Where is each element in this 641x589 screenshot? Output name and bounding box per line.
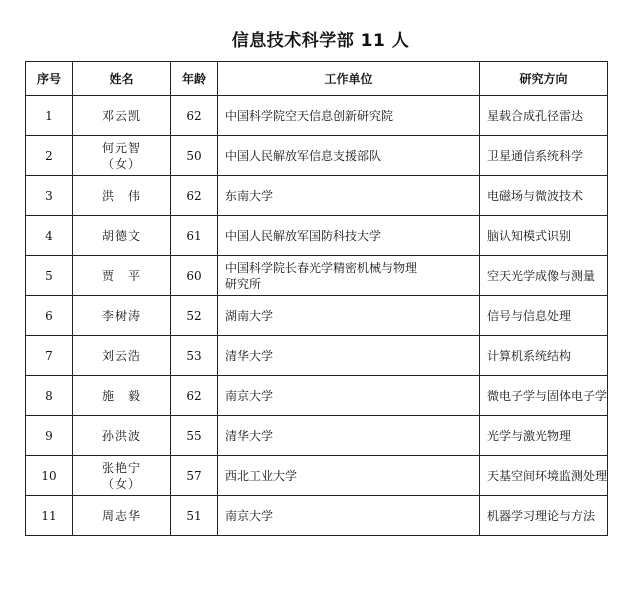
cell-organization (218, 376, 480, 416)
cell-organization (218, 336, 480, 376)
cell-organization-text: 西北工业大学 (225, 468, 298, 483)
cell-age-text: 62 (186, 108, 202, 123)
cell-organization-text: 中国人民解放军信息支援部队 (225, 148, 382, 163)
cell-number-text: 7 (45, 348, 53, 363)
cell-organization-text: 南京大学 (225, 388, 274, 403)
cell-number-text: 3 (45, 188, 53, 203)
table-row (26, 256, 608, 296)
cell-number (26, 256, 73, 296)
cell-organization-text: 中国人民解放军国防科技大学 (225, 228, 382, 243)
table-row (26, 136, 608, 176)
cell-name (73, 336, 171, 376)
cell-name-text: 洪 伟 (101, 188, 141, 203)
cell-age (171, 256, 218, 296)
cell-number-text: 10 (41, 468, 57, 483)
cell-name-text: 何元智 (101, 140, 141, 155)
cell-name (73, 96, 171, 136)
table-row (26, 296, 608, 336)
cell-organization-text: 清华大学 (225, 428, 274, 443)
cell-organization (218, 456, 480, 496)
cell-research-field (480, 456, 608, 496)
cell-research-field-text: 卫星通信系统科学 (487, 148, 584, 163)
table-row (26, 496, 608, 536)
cell-organization-text: 清华大学 (225, 348, 274, 363)
cell-research-field (480, 376, 608, 416)
cell-organization (218, 136, 480, 176)
cell-name (73, 216, 171, 256)
cell-name-note: （女） (101, 476, 141, 491)
table-row (26, 456, 608, 496)
cell-name (73, 176, 171, 216)
cell-age (171, 376, 218, 416)
cell-organization (218, 496, 480, 536)
header-age: 年龄 (171, 62, 218, 96)
cell-name-text: 李树涛 (101, 308, 141, 323)
cell-organization (218, 416, 480, 456)
table-row (26, 176, 608, 216)
cell-age (171, 456, 218, 496)
cell-age (171, 216, 218, 256)
cell-age-text: 51 (186, 508, 202, 523)
table-row (26, 336, 608, 376)
cell-name-text: 施 毅 (101, 388, 141, 403)
cell-age (171, 96, 218, 136)
cell-organization-text: 东南大学 (225, 188, 274, 203)
cell-name-text: 胡德文 (101, 228, 141, 243)
cell-name (73, 376, 171, 416)
cell-name (73, 416, 171, 456)
cell-number (26, 456, 73, 496)
cell-organization (218, 96, 480, 136)
cell-name-text: 孙洪波 (101, 428, 141, 443)
cell-age-text: 61 (186, 228, 202, 243)
cell-age-text: 62 (186, 388, 202, 403)
cell-research-field (480, 416, 608, 456)
cell-age (171, 416, 218, 456)
table-row (26, 216, 608, 256)
cell-number-text: 6 (45, 308, 53, 323)
members-table (25, 61, 608, 536)
cell-number (26, 296, 73, 336)
cell-name-note: （女） (101, 156, 141, 171)
cell-number-text: 11 (41, 508, 57, 523)
cell-name-text: 周志华 (101, 508, 141, 523)
cell-number (26, 416, 73, 456)
cell-research-field-text: 信号与信息处理 (487, 308, 572, 323)
page-title: 信息技术科学部 11 人 (231, 31, 410, 51)
cell-name-text: 贾 平 (101, 268, 141, 283)
cell-research-field (480, 216, 608, 256)
cell-number (26, 136, 73, 176)
cell-organization-text: 中国科学院空天信息创新研究院 (225, 108, 394, 123)
cell-research-field (480, 136, 608, 176)
cell-age (171, 336, 218, 376)
header-number: 序号 (26, 62, 73, 96)
cell-number-text: 9 (45, 428, 53, 443)
cell-number-text: 2 (45, 148, 53, 163)
cell-research-field (480, 256, 608, 296)
cell-research-field-text: 电磁场与微波技术 (487, 188, 584, 203)
cell-organization (218, 176, 480, 216)
cell-research-field (480, 96, 608, 136)
cell-age-text: 52 (186, 308, 202, 323)
table-row (26, 376, 608, 416)
cell-organization-line2: 研究所 (225, 276, 262, 291)
table-row (26, 416, 608, 456)
cell-research-field-text: 微电子学与固体电子学 (487, 388, 608, 403)
cell-number-text: 1 (45, 108, 53, 123)
cell-research-field (480, 296, 608, 336)
table-row (26, 96, 608, 136)
cell-name (73, 256, 171, 296)
cell-age-text: 57 (186, 468, 202, 483)
cell-research-field-text: 空天光学成像与测量 (487, 268, 596, 283)
cell-research-field (480, 176, 608, 216)
cell-age-text: 53 (186, 348, 202, 363)
cell-organization (218, 296, 480, 336)
cell-name-text: 张艳宁 (101, 460, 141, 475)
cell-research-field-text: 星载合成孔径雷达 (487, 108, 584, 123)
cell-age-text: 55 (186, 428, 202, 443)
cell-number-text: 5 (45, 268, 53, 283)
cell-age (171, 496, 218, 536)
cell-number (26, 216, 73, 256)
cell-name (73, 136, 171, 176)
cell-organization-text: 南京大学 (225, 508, 274, 523)
cell-research-field (480, 336, 608, 376)
cell-age-text: 62 (186, 188, 202, 203)
cell-number (26, 496, 73, 536)
cell-number (26, 176, 73, 216)
cell-organization (218, 256, 480, 296)
cell-research-field-text: 计算机系统结构 (487, 348, 572, 363)
cell-organization-text: 湖南大学 (225, 308, 274, 323)
cell-number (26, 336, 73, 376)
cell-organization (218, 216, 480, 256)
header-organization: 工作单位 (218, 62, 480, 96)
cell-research-field-text: 光学与激光物理 (487, 428, 572, 443)
header-research-field: 研究方向 (480, 62, 608, 96)
cell-age-text: 50 (186, 148, 202, 163)
table-header-row (26, 62, 608, 96)
cell-research-field (480, 496, 608, 536)
cell-name (73, 296, 171, 336)
cell-age (171, 136, 218, 176)
cell-name-text: 刘云浩 (101, 348, 141, 363)
cell-number-text: 8 (45, 388, 53, 403)
cell-number (26, 376, 73, 416)
cell-age-text: 60 (186, 268, 202, 283)
cell-age (171, 176, 218, 216)
cell-name (73, 496, 171, 536)
cell-organization-text: 中国科学院长春光学精密机械与物理 (225, 260, 418, 275)
cell-research-field-text: 脑认知模式识别 (487, 228, 572, 243)
cell-research-field-text: 天基空间环境监测处理 (487, 468, 608, 483)
cell-research-field-text: 机器学习理论与方法 (487, 508, 596, 523)
cell-number (26, 96, 73, 136)
cell-name (73, 456, 171, 496)
cell-name-text: 邓云凯 (101, 108, 141, 123)
cell-number-text: 4 (45, 228, 53, 243)
header-name: 姓名 (73, 62, 171, 96)
cell-age (171, 296, 218, 336)
